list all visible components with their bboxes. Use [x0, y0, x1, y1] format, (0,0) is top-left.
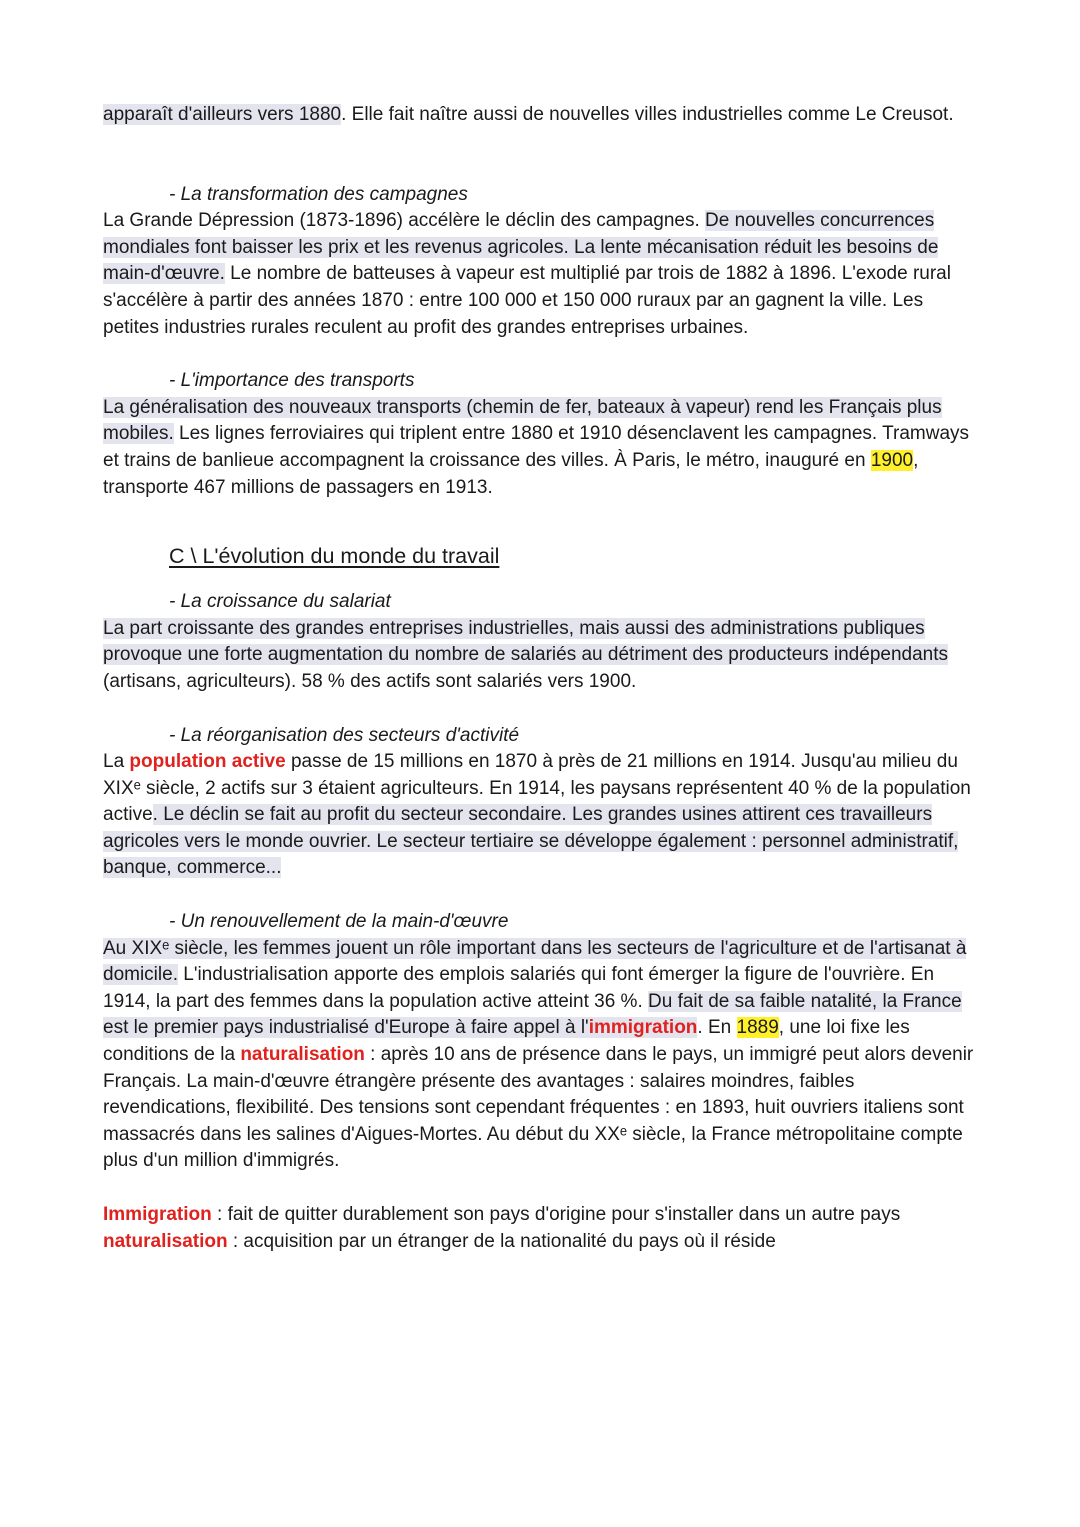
paragraph-main-oeuvre: Au XIXᵉ siècle, les femmes jouent un rôle important dans les secteurs de l'agriculture et de l'artisanat à domicile. L'industrialisation apporte des emplois salariés qui font émerger la figure de l'ouvrière. En 1914, la part des femmes dans la population active atteint 36 %. Du fait de sa faible natalité, la France est le premier pays industrialisé d'Europe à faire appel à l'immigration. En 1889, une loi fixe les conditions de la naturalisation : après 10 ans de présence dans le pays, un immigré peut alors devenir Français. La main-d'œuvre étrangère présente des avantages : salaires moindres, faibles revendications, flexibilité. Des tensions sont cependant fréquentes : en 1893, huit ouvriers italiens sont massacrés dans les salines d'Aigues-Mortes. Au début du XXᵉ siècle, la France métropolitaine compte plus d'un million d'immigrés.	[103, 937, 974, 1172]
salariat-highlight: La part croissante des grandes entreprises industrielles, mais aussi des administrations publiques provoque une forte augmentation du nombre de salariés au détriment des producteurs indépendants	[103, 617, 948, 666]
main-oeuvre-highlight-1: Au XIXᵉ siècle, les femmes jouent un rôle important dans les secteurs de l'agriculture et de l'artisanat à domicile.	[103, 937, 967, 986]
paragraph-secteurs: La population active passe de 15 millions en 1870 à près de 21 millions en 1914. Jusqu'au milieu du XIXᵉ siècle, 2 actifs sur 3 étaient agriculteurs. En 1914, les paysans représentent 40 % de la population active. Le déclin se fait au profit du secteur secondaire. Les grandes usines attirent ces travailleurs agricoles vers le monde ouvrier. Le secteur tertiaire se développe également : personnel administratif, banque, commerce...	[103, 751, 971, 879]
subtitle-campagnes: - La transformation des campagnes	[169, 183, 468, 205]
subtitle-salariat: - La croissance du salariat	[169, 591, 391, 613]
intro-text: . Elle fait naître aussi de nouvelles villes industrielles comme Le Creusot.	[341, 104, 954, 125]
intro-highlight: apparaît d'ailleurs vers 1880	[103, 104, 342, 125]
secteurs-highlight: . Le déclin se fait au profit du secteur secondaire. Les grandes usines attirent ces travailleurs agricoles vers le monde ouvrier. Le secteur tertiaire se développe également : personnel administratif, banque, commerce...	[103, 804, 959, 879]
term-immigration: immigration	[588, 1017, 698, 1039]
intro-paragraph	[103, 102, 983, 129]
term-population-active: population active	[129, 751, 286, 773]
subtitle-main-oeuvre: - Un renouvellement de la main-d'œuvre	[169, 911, 509, 933]
campagnes-highlight: De nouvelles concurrences mondiales font baisser les prix et les revenus agricoles. La lente mécanisation réduit les besoins de main-d'œuvre.	[103, 210, 939, 285]
subtitle-secteurs: - La réorganisation des secteurs d'activité	[169, 724, 520, 746]
paragraph-salariat: La part croissante des grandes entreprises industrielles, mais aussi des administrations publiques provoque une forte augmentation du nombre de salariés au détriment des producteurs indépendants (artisans, agriculteurs). 58 % des actifs sont salariés vers 1900.	[103, 617, 948, 692]
year-highlight-1889: 1889	[736, 1017, 779, 1039]
year-highlight: 1900	[870, 449, 914, 471]
subtitle-transports: - L'importance des transports	[169, 370, 415, 392]
paragraph-transports: La généralisation des nouveaux transports (chemin de fer, bateaux à vapeur) rend les Français plus mobiles. Les lignes ferroviaires qui triplent entre 1880 et 1910 désenclavent les campagnes. Tramways et trains de banlieue accompagnent la croissance des villes. À Paris, le métro, inauguré en 1900, transporte 467 millions de passagers en 1913.	[103, 396, 970, 498]
definition-immigration: Immigration : fait de quitter durablement son pays d'origine pour s'installer dans un autre pays	[103, 1204, 901, 1225]
document-page	[103, 102, 983, 1255]
transports-highlight: La généralisation des nouveaux transports (chemin de fer, bateaux à vapeur) rend les Français plus mobiles.	[103, 396, 942, 445]
definition-naturalisation: naturalisation : acquisition par un étranger de la nationalité du pays où il réside	[103, 1230, 776, 1252]
paragraph-campagnes: La Grande Dépression (1873-1896) accélère le déclin des campagnes. De nouvelles concurrences mondiales font baisser les prix et les revenus agricoles. La lente mécanisation réduit les besoins de main-d'œuvre. Le nombre de batteuses à vapeur est multiplié par trois de 1882 à 1896. L'exode rural s'accélère à partir des années 1870 : entre 100 000 et 150 000 ruraux par an gagnent la ville. Les petites industries rurales reculent au profit des grandes entreprises urbaines.	[103, 210, 951, 338]
term-naturalisation: naturalisation	[240, 1044, 365, 1066]
section-title	[103, 541, 983, 571]
main-oeuvre-highlight-2: Du fait de sa faible natalité, la France est le premier pays industrialisé d'Europe à faire appel à l'	[103, 990, 962, 1039]
section-c-title: C \ L'évolution du monde du travail	[169, 544, 500, 569]
